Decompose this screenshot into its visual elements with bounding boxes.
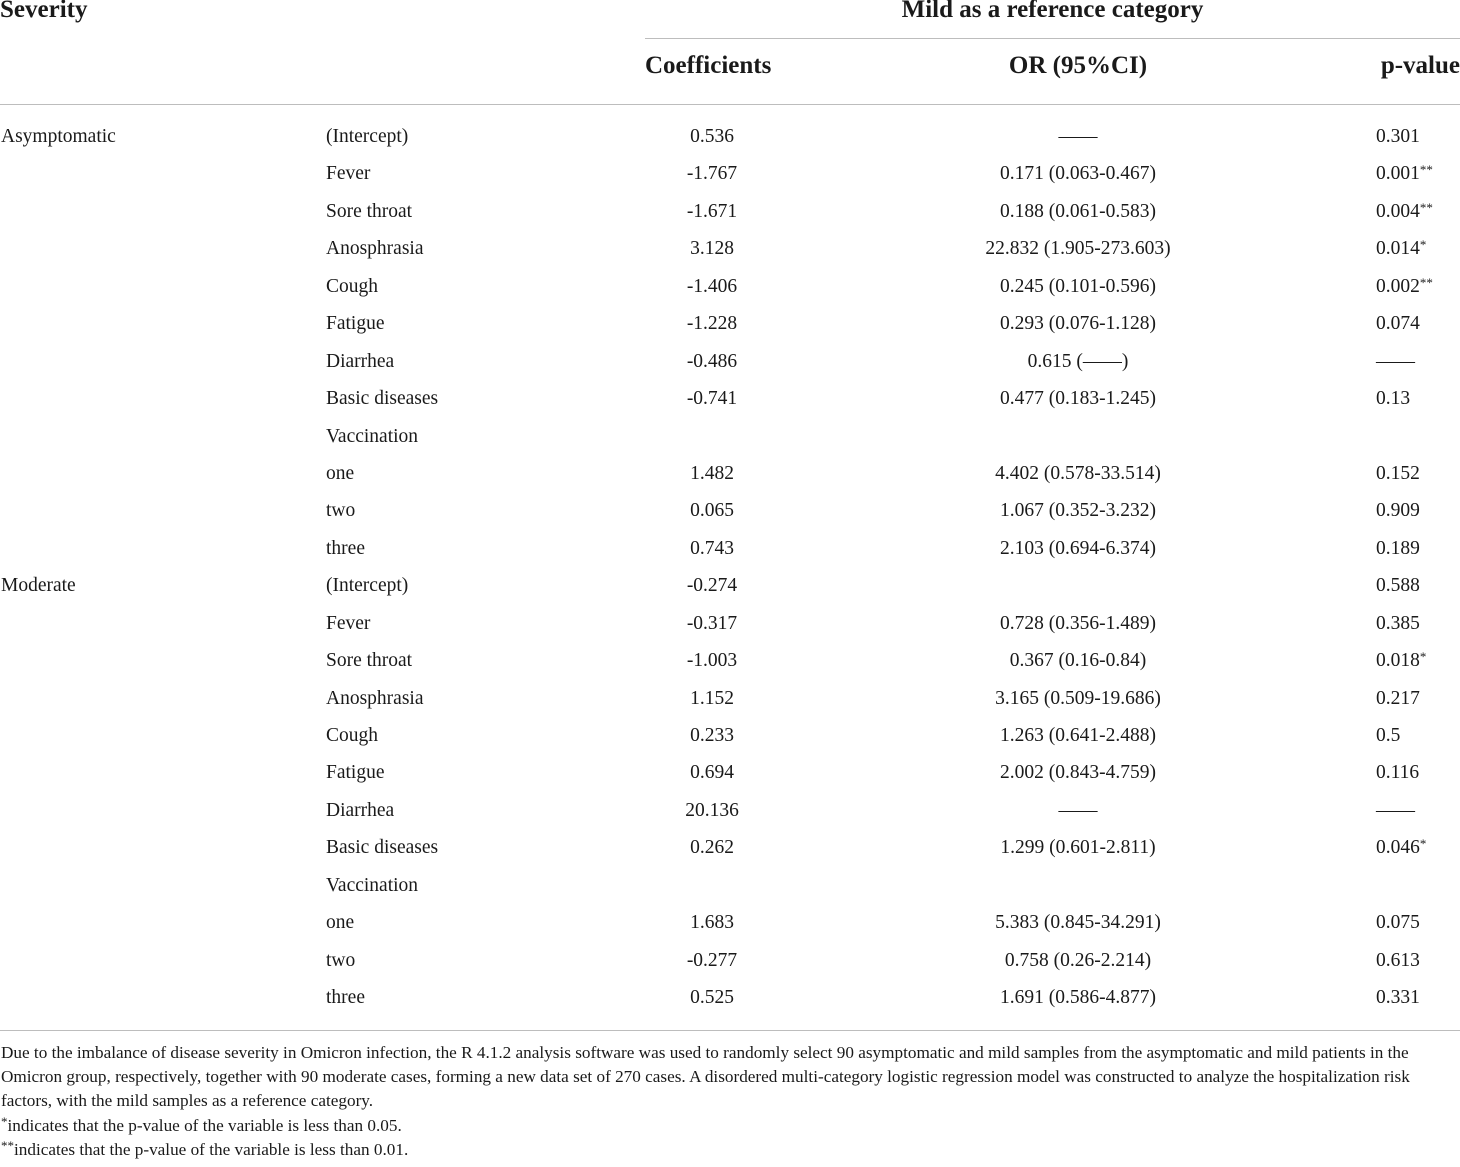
variable-cell: Fatigue <box>326 762 385 784</box>
significance-stars: ** <box>1419 162 1433 178</box>
variable-cell: Diarrhea <box>326 350 395 372</box>
p-value-cell <box>1376 530 1420 567</box>
table-row <box>0 792 1460 829</box>
odds-ratio-cell: 1.299 (0.601-2.811) <box>1000 837 1156 859</box>
variable-cell: Vaccination <box>326 425 419 447</box>
p-value-text: 0.046 <box>1376 837 1420 859</box>
coefficient-cell: -1.671 <box>686 200 738 222</box>
coefficient-cell: 0.694 <box>690 762 734 784</box>
variable-cell: one <box>326 912 355 934</box>
odds-ratio-cell: 0.477 (0.183-1.245) <box>1000 388 1156 410</box>
odds-ratio-cell: 1.263 (0.641-2.488) <box>1000 725 1156 746</box>
p-value-cell <box>1376 829 1426 866</box>
table-row <box>0 567 1460 604</box>
coefficient-cell: 0.262 <box>690 837 734 859</box>
odds-ratio-cell: 1.067 (0.352-3.232) <box>1000 500 1156 522</box>
odds-ratio-cell: 0.758 (0.26-2.214) <box>1004 949 1152 971</box>
variable-cell: Fever <box>326 163 371 185</box>
table-row <box>0 268 1460 305</box>
p-value-text: 0.13 <box>1376 388 1411 410</box>
p-value-cell <box>1376 455 1420 492</box>
p-value-text: 0.301 <box>1376 126 1420 147</box>
p-value-cell <box>1376 942 1420 979</box>
variable-cell: Fever <box>326 612 371 634</box>
odds-ratio-cell: 0.367 (0.16-0.84) <box>1009 650 1147 672</box>
p-value-text: 0.075 <box>1376 912 1420 934</box>
table-row <box>0 642 1460 679</box>
variable-cell: Anosphrasia <box>326 687 424 709</box>
odds-ratio-cell: —— <box>1058 799 1098 821</box>
p-value-cell <box>1376 305 1420 342</box>
table-row <box>0 829 1460 866</box>
table-row <box>0 118 1460 155</box>
table-row <box>0 455 1460 492</box>
table-row <box>0 530 1460 567</box>
coefficient-cell: 0.743 <box>690 537 734 559</box>
footnote-single-star <box>1 1114 1459 1138</box>
single-star-text: indicates that the p-value of the variable is less than 0.05. <box>7 1115 402 1135</box>
table-row <box>0 867 1460 904</box>
single-star-mark: * <box>1 1113 8 1129</box>
group-header-rule <box>645 38 1460 39</box>
significance-stars: ** <box>1419 199 1433 215</box>
p-value-text: 0.116 <box>1376 762 1420 784</box>
table-row <box>0 305 1460 342</box>
table-row <box>0 492 1460 529</box>
coefficient-cell: 0.233 <box>690 725 734 746</box>
p-value-cell <box>1376 343 1415 380</box>
header-bottom-rule <box>0 104 1460 105</box>
variable-cell: Vaccination <box>326 874 419 896</box>
footnote-double-star <box>1 1138 1459 1162</box>
table-row <box>0 380 1460 417</box>
p-value-cell <box>1376 605 1420 642</box>
table-row <box>0 418 1460 455</box>
table-row <box>0 904 1460 941</box>
odds-ratio-cell: 4.402 (0.578-33.514) <box>995 462 1161 484</box>
coefficient-cell: -0.486 <box>686 350 738 372</box>
coefficient-cell: -0.317 <box>686 612 738 634</box>
p-value-text: 0.613 <box>1376 949 1420 971</box>
variable-cell: Fatigue <box>326 313 385 335</box>
odds-ratio-cell: 0.728 (0.356-1.489) <box>1000 612 1156 634</box>
p-value-cell <box>1376 754 1419 791</box>
table-row <box>0 605 1460 642</box>
p-value-cell <box>1376 979 1420 1016</box>
p-value-cell <box>1376 642 1426 679</box>
p-value-cell <box>1376 717 1400 754</box>
p-value-cell <box>1376 567 1420 604</box>
variable-cell: Sore throat <box>326 650 413 672</box>
p-value-cell <box>1376 380 1410 417</box>
variable-cell: Basic diseases <box>326 837 439 859</box>
p-value-text: 0.588 <box>1376 575 1420 597</box>
variable-cell: Cough <box>326 725 379 746</box>
variable-cell: Basic diseases <box>326 388 439 410</box>
p-value-text: 0.001 <box>1376 163 1420 185</box>
coefficient-cell: -0.277 <box>686 949 738 971</box>
coefficient-cell: -1.228 <box>686 313 738 335</box>
variable-cell: two <box>326 500 356 522</box>
coefficient-cell: -1.767 <box>686 163 738 185</box>
p-value-cell <box>1376 904 1420 941</box>
table-row <box>0 754 1460 791</box>
p-value-cell <box>1376 792 1415 829</box>
odds-ratio-cell: 2.002 (0.843-4.759) <box>1000 762 1156 784</box>
table-bottom-rule <box>0 1030 1460 1031</box>
significance-stars: * <box>1419 649 1427 665</box>
variable-cell: Anosphrasia <box>326 238 424 260</box>
odds-ratio-cell: 3.165 (0.509-19.686) <box>995 687 1161 709</box>
p-value-text: 0.189 <box>1376 537 1420 559</box>
variable-cell: Cough <box>326 275 379 297</box>
p-value-cell <box>1376 155 1433 192</box>
variable-cell: (Intercept) <box>326 126 409 147</box>
coefficient-cell: 1.482 <box>690 462 734 484</box>
table-footnotes <box>1 1041 1459 1162</box>
p-value-text: —— <box>1376 799 1415 821</box>
odds-ratio-cell: 2.103 (0.694-6.374) <box>1000 537 1156 559</box>
p-value-cell <box>1376 230 1426 267</box>
odds-ratio-cell: 22.832 (1.905-273.603) <box>985 238 1171 260</box>
variable-cell: two <box>326 949 356 971</box>
coefficients-column-header: Coefficients <box>645 52 772 79</box>
double-star-mark: ** <box>1 1137 14 1153</box>
coefficient-cell: 3.128 <box>690 238 734 260</box>
p-value-cell <box>1376 680 1420 717</box>
odds-ratio-cell: 1.691 (0.586-4.877) <box>1000 987 1156 1009</box>
p-value-text: 0.385 <box>1376 612 1420 634</box>
severity-column-header: Severity <box>0 0 88 23</box>
variable-cell: (Intercept) <box>326 575 409 597</box>
p-value-text: 0.152 <box>1376 462 1420 484</box>
table-header-top <box>0 0 1460 36</box>
p-value-cell <box>1376 492 1420 529</box>
table-row <box>0 979 1460 1016</box>
odds-ratio-cell: 0.615 (——) <box>1027 350 1129 372</box>
coefficient-cell: 0.065 <box>690 500 734 522</box>
or-column-header: OR (95%CI) <box>1008 52 1148 79</box>
significance-stars: * <box>1419 237 1427 253</box>
odds-ratio-cell: 0.171 (0.063-0.467) <box>1000 163 1156 185</box>
severity-cell: Asymptomatic <box>1 126 116 147</box>
p-value-text: 0.002 <box>1376 275 1420 297</box>
odds-ratio-cell: 0.293 (0.076-1.128) <box>1000 313 1156 335</box>
coefficient-cell: 0.536 <box>690 126 734 147</box>
table-row <box>0 230 1460 267</box>
significance-stars: * <box>1419 836 1427 852</box>
p-value-text: 0.5 <box>1376 725 1401 746</box>
p-value-text: 0.331 <box>1376 987 1420 1009</box>
coefficient-cell: 20.136 <box>685 799 739 821</box>
variable-cell: Diarrhea <box>326 799 395 821</box>
p-value-column-header: p-value <box>1380 52 1460 79</box>
variable-cell: three <box>326 537 365 559</box>
table-row <box>0 680 1460 717</box>
p-value-text: 0.074 <box>1376 313 1420 335</box>
table-row <box>0 343 1460 380</box>
odds-ratio-cell: 0.188 (0.061-0.583) <box>1000 200 1156 222</box>
p-value-text: 0.018 <box>1376 650 1420 672</box>
table-row <box>0 155 1460 192</box>
severity-cell: Moderate <box>1 575 76 597</box>
coefficient-cell: 0.525 <box>690 987 734 1009</box>
p-value-text: 0.909 <box>1376 500 1420 522</box>
coefficient-cell: -0.274 <box>686 575 738 597</box>
p-value-cell <box>1376 268 1433 305</box>
reference-group-header: Mild as a reference category <box>901 0 1204 23</box>
p-value-cell <box>1376 193 1433 230</box>
table-row <box>0 942 1460 979</box>
variable-cell: one <box>326 462 355 484</box>
coefficient-cell: -0.741 <box>686 388 738 410</box>
p-value-text: —— <box>1376 350 1415 372</box>
coefficient-cell: 1.683 <box>690 912 734 934</box>
p-value-text: 0.004 <box>1376 200 1420 222</box>
footnote-description: Due to the imbalance of disease severity in Omicron infection, the R 4.1.2 analysis software was used to randomly select 90 asymptomatic and mild samples from the asymptomatic and mild patients in the Omicron group, respectively, together with 90 moderate cases, forming a new data set of 270 cases. A disordered multi-category logistic regression model was constructed to analyze the hospitalization risk factors, with the mild samples as a reference category. <box>1 1043 1410 1111</box>
table-body <box>0 118 1460 1017</box>
variable-cell: three <box>326 987 365 1009</box>
odds-ratio-cell: —— <box>1058 126 1098 147</box>
double-star-text: indicates that the p-value of the variable is less than 0.01. <box>14 1139 409 1159</box>
p-value-cell <box>1376 118 1420 155</box>
variable-cell: Sore throat <box>326 200 413 222</box>
p-value-text: 0.217 <box>1376 687 1420 709</box>
coefficient-cell: -1.406 <box>686 275 738 297</box>
table-row <box>0 717 1460 754</box>
p-value-text: 0.014 <box>1376 238 1420 260</box>
odds-ratio-cell: 0.245 (0.101-0.596) <box>1000 275 1156 297</box>
table-row <box>0 193 1460 230</box>
coefficient-cell: -1.003 <box>686 650 738 672</box>
coefficient-cell: 1.152 <box>690 687 734 709</box>
odds-ratio-cell: 5.383 (0.845-34.291) <box>995 912 1161 934</box>
significance-stars: ** <box>1419 274 1433 290</box>
